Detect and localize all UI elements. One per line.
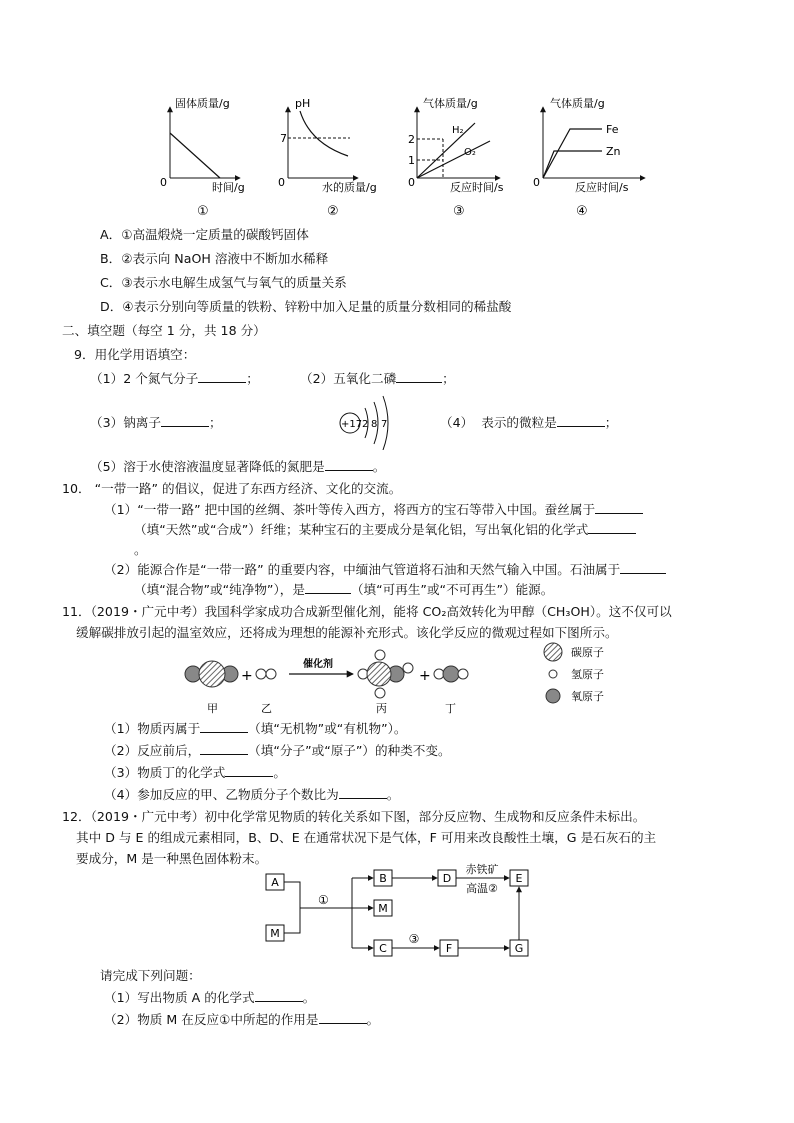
atom-legend — [544, 643, 604, 703]
option-a: A．①高温煅烧一定质量的碳酸钙固体 — [100, 227, 309, 242]
graph-3-o2-label: O₂ — [464, 147, 476, 158]
legend-oxygen: 氧原子 — [571, 690, 604, 703]
option-b: B．②表示向 NaOH 溶液中不断加水稀释 — [100, 251, 329, 266]
q11-p3-blank[interactable] — [225, 764, 273, 777]
graph-3 — [408, 96, 504, 219]
graph-1-number: ① — [197, 204, 209, 219]
graph-4-fe-line — [543, 129, 602, 178]
conversion-diagram — [262, 862, 542, 970]
q9-p5-period: 。 — [372, 459, 386, 474]
molecule-ding — [434, 666, 468, 682]
graph-3-number: ③ — [453, 204, 465, 219]
reaction-svg — [183, 640, 653, 720]
molecule-yi — [256, 669, 276, 679]
q9-p2-semi: ； — [442, 371, 455, 386]
node-m-mid-label: M — [378, 902, 388, 915]
q11-p2b: （填“分子”或“原子”）的种类不变。 — [248, 743, 451, 758]
node-b-label: B — [379, 872, 387, 885]
q9-p3-semi: ； — [208, 415, 222, 430]
q9-part1 — [90, 370, 259, 388]
q12-prompt: 请完成下列问题： — [100, 968, 201, 983]
q11-part1 — [104, 720, 407, 738]
graph-1 — [160, 96, 245, 219]
graph-2-tick: 7 — [280, 132, 287, 145]
reaction-plus-2: + — [419, 668, 431, 684]
q9-part4 — [440, 414, 617, 432]
catalyst-label: 催化剂 — [303, 659, 333, 670]
molecule-jia — [185, 661, 238, 687]
reaction-diagram — [183, 640, 653, 724]
q10-part2-line1 — [104, 561, 666, 579]
q12-p2-blank[interactable] — [319, 1011, 367, 1024]
arrow-top-label: 赤铁矿 — [465, 863, 499, 876]
graph-1-origin: 0 — [160, 176, 167, 189]
graph-2-xlabel: 水的质量/g — [322, 181, 377, 194]
reaction-1-label: ① — [318, 893, 329, 907]
label-jia: 甲 — [207, 702, 218, 715]
section-2-title: 二、填空题（每空 1 分，共 18 分） — [62, 323, 266, 338]
q10-p1-blank2[interactable] — [588, 521, 636, 534]
node-m-left-label: M — [270, 927, 280, 940]
q10-p1-blank1[interactable] — [595, 501, 643, 514]
q9-p1-blank[interactable] — [198, 370, 246, 383]
q12-p1: （1）写出物质 A 的化学式 — [104, 990, 255, 1005]
atom-shell-3: 7 — [381, 419, 388, 430]
q9-p1-text: （1）2 个氮气分子 — [90, 371, 199, 386]
q11-p2a: （2）反应前后， — [104, 743, 201, 758]
q12-p1-blank[interactable] — [255, 989, 303, 1002]
node-d-label: D — [442, 872, 452, 885]
q11-p1b: （填“无机物”或“有机物”）。 — [248, 721, 407, 736]
q11-stem-2: 缓解碳排放引起的温室效应，还将成为理想的能源补充形式。该化学反应的微观过程如下图所示。 — [76, 625, 618, 640]
atom-structure — [338, 390, 408, 454]
q9-p5-text: （5）溶于水使溶液温度显著降低的氮肥是 — [90, 459, 325, 474]
q11-part2 — [104, 742, 451, 760]
q11-p3: （3）物质丁的化学式 — [104, 765, 226, 780]
atom-nucleus: +17 — [341, 419, 363, 430]
reaction-3-label: ③ — [408, 932, 420, 946]
conversion-svg — [262, 862, 542, 966]
q12-stem-2: 其中 D 与 E 的组成元素相同，B、D、E 在通常状况下是气体，F 可用来改良酸性土壤，G 是石灰石的主 — [76, 830, 657, 845]
graphs-row — [150, 93, 660, 225]
q9-p4a: （4） — [440, 415, 474, 430]
q12-stem-1: 12．（2019・广元中考）初中化学常见物质的转化关系如下图，部分反应物、生成物和反应条件未标出。 — [62, 809, 646, 824]
graph-4-origin: 0 — [533, 176, 540, 189]
option-c: C．③表示水电解生成氢气与氧气的质量关系 — [100, 275, 347, 290]
graph-4-number: ④ — [576, 204, 588, 219]
q12-stem-3: 要成分，M 是一种黑色固体粉末。 — [76, 851, 268, 866]
q10-p2-blank2[interactable] — [305, 581, 351, 594]
q12-part2 — [104, 1011, 379, 1029]
graph-2-number: ② — [327, 204, 339, 219]
q10-part1-line2 — [134, 521, 636, 539]
graph-4-fe-label: Fe — [606, 123, 619, 136]
q12-p2-period: 。 — [366, 1012, 380, 1027]
q10-p2b1: （填“混合物”或“纯净物”），是 — [134, 582, 305, 597]
atom-shell-2: 8 — [371, 419, 378, 430]
q11-p4-period: 。 — [386, 787, 400, 802]
label-bing: 丙 — [376, 702, 387, 715]
graph-1-curve — [170, 133, 220, 178]
q10-stem: 10． “一带一路” 的倡议，促进了东西方经济、文化的交流。 — [62, 481, 402, 496]
q10-p2b2: （填“可再生”或“不可再生”）能源。 — [350, 582, 554, 597]
q9-p3-blank[interactable] — [161, 414, 209, 427]
q9-p1-semi: ； — [246, 371, 259, 386]
q9-part5 — [90, 458, 385, 476]
q10-part1-end: 。 — [134, 542, 147, 557]
graph-4 — [533, 96, 645, 219]
q10-p2a: （2）能源合作是“一带一路” 的重要内容，中缅油气管道将石油和天然气输入中国。石油属于 — [104, 562, 621, 577]
q11-part3 — [104, 764, 286, 782]
q9-part3 — [90, 414, 222, 432]
graph-2-curve — [300, 111, 348, 156]
node-a-label: A — [271, 876, 279, 889]
q9-p5-blank[interactable] — [325, 458, 373, 471]
q10-p1a: （1）“一带一路” 把中国的丝绸、茶叶等传入西方，将西方的宝石等带入中国。蚕丝属于 — [104, 502, 596, 517]
node-e-label: E — [515, 872, 523, 885]
graph-1-ylabel: 固体质量/g — [175, 97, 230, 110]
q10-part1-line1 — [104, 501, 643, 519]
q11-p3-period: 。 — [273, 765, 286, 780]
graph-2 — [278, 97, 377, 219]
q11-p2-blank[interactable] — [200, 742, 248, 755]
graph-3-xlabel: 反应时间/s — [450, 181, 504, 194]
q12-p1-period: 。 — [302, 990, 316, 1005]
q9-p2-blank[interactable] — [396, 370, 442, 383]
legend-hydrogen: 氢原子 — [571, 668, 604, 681]
node-f-label: F — [445, 942, 453, 955]
reaction-plus-1: + — [241, 668, 253, 684]
graph-3-origin: 0 — [408, 176, 415, 189]
graph-4-ylabel: 气体质量/g — [550, 97, 605, 110]
q9-p2-text: （2）五氧化二磷 — [300, 371, 397, 386]
q9-p3-text: （3）钠离子 — [90, 415, 161, 430]
q11-p4-blank[interactable] — [339, 786, 387, 799]
graph-3-tick-2: 2 — [408, 133, 415, 146]
molecule-bing — [358, 650, 413, 698]
q10-p1b: （填“天然”或“合成”）纤维；某种宝石的主要成分是氧化铝，写出氧化铝的化学式 — [134, 522, 589, 537]
graph-4-zn-line — [543, 151, 602, 178]
label-yi: 乙 — [261, 702, 272, 715]
q9-p4b: 表示的微粒是 — [481, 415, 557, 430]
q9-stem: 9．用化学用语填空： — [74, 347, 196, 362]
q10-p2-blank1[interactable] — [620, 561, 666, 574]
legend-carbon: 碳原子 — [571, 646, 604, 659]
option-d: D．④表示分别向等质量的铁粉、锌粉中加入足量的质量分数相同的稀盐酸 — [100, 299, 512, 314]
q9-p4-semi: ； — [604, 415, 618, 430]
graph-3-tick-1: 1 — [408, 154, 415, 167]
graph-4-zn-label: Zn — [606, 145, 621, 158]
arrow-bottom-label: 高温② — [466, 882, 498, 895]
graph-3-h2-label: H₂ — [452, 125, 464, 136]
graph-2-origin: 0 — [278, 176, 285, 189]
q11-stem-1: 11．（2019・广元中考）我国科学家成功合成新型催化剂，能将 CO₂高效转化为甲醇（CH₃OH）。这不仅可以 — [62, 604, 672, 619]
q12-p2: （2）物质 M 在反应①中所起的作用是 — [104, 1012, 319, 1027]
graphs-svg — [150, 93, 660, 221]
q9-p4-blank[interactable] — [557, 414, 605, 427]
q12-part1 — [104, 989, 315, 1007]
label-ding: 丁 — [445, 702, 456, 715]
node-g-label: G — [514, 942, 524, 955]
graph-3-ylabel: 气体质量/g — [423, 97, 478, 110]
atom-shell-1: 2 — [362, 419, 369, 430]
graph-2-ylabel: pH — [295, 97, 311, 110]
graph-4-xlabel: 反应时间/s — [575, 181, 629, 194]
q11-part4 — [104, 786, 399, 804]
node-c-label: C — [379, 942, 387, 955]
q9-part2 — [300, 370, 455, 388]
q11-p4: （4）参加反应的甲、乙物质分子个数比为 — [104, 787, 339, 802]
q10-part2-line2 — [134, 581, 553, 599]
atom-svg — [338, 390, 408, 450]
q11-p1a: （1）物质丙属于 — [104, 721, 201, 736]
q11-p1-blank[interactable] — [200, 720, 248, 733]
graph-1-xlabel: 时间/g — [212, 181, 245, 194]
